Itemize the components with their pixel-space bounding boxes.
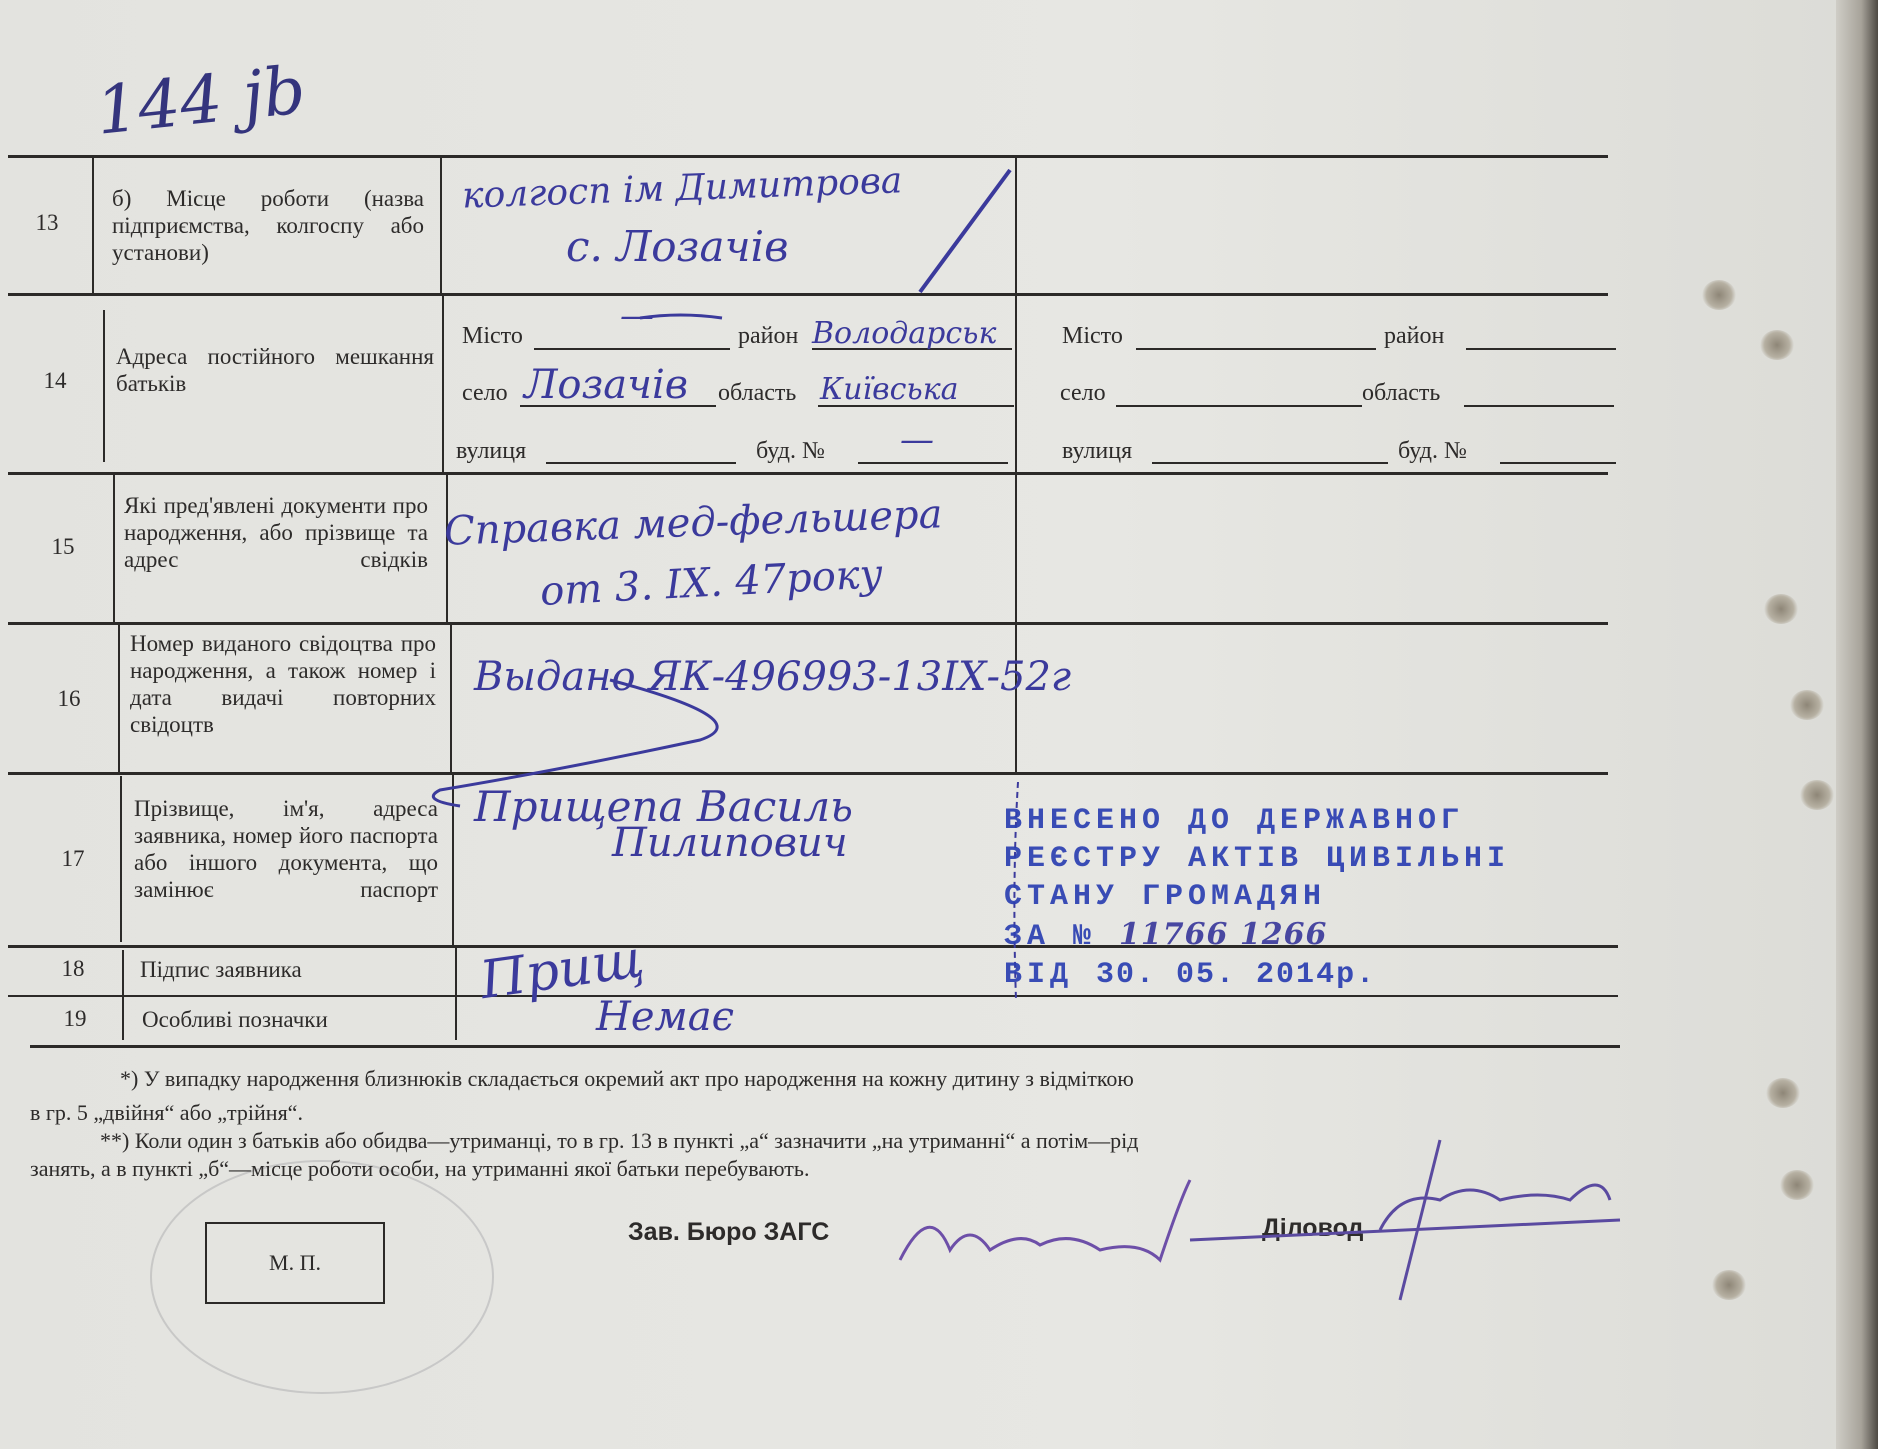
workplace-village-value: с. Лозачів	[566, 222, 789, 271]
row-number: 13	[35, 210, 59, 235]
clerk-strike	[1190, 1220, 1620, 1240]
stamp-line: СТАНУ ГРОМАДЯН	[1004, 880, 1327, 914]
father-street-label: вулиця	[1062, 438, 1133, 464]
father-city-label: Місто	[1062, 323, 1123, 349]
footnote-twins: *) У випадку народження близнюків складається окремий акт про народження на кожну дитину з відміткою	[120, 1066, 1134, 1091]
father-district-label: район	[1384, 323, 1445, 349]
stamp-number-value: 11766 1266	[1119, 917, 1328, 952]
stamp-number-prefix: ЗА №	[1004, 920, 1097, 954]
stamp-date-value: 30. 05. 2014р.	[1096, 958, 1377, 992]
row-number: 18	[61, 956, 85, 981]
head-label: Зав. Бюро ЗАГС	[628, 1218, 830, 1246]
stamp-line: РЕЄСТРУ АКТІВ ЦИВІЛЬНІ	[1004, 842, 1511, 876]
clerk-flourish	[1400, 1140, 1440, 1300]
mother-district-value: Володарськ	[812, 316, 997, 351]
field-region-label: область	[718, 380, 797, 406]
footnote-twins-cont: в гр. 5 „двійня“ або „трійня“.	[30, 1100, 303, 1125]
row-label-notes: Особливі позначки	[142, 1007, 328, 1032]
row-label-workplace: б) Місце роботи (назва підприємства, колгоспу або установи)	[112, 186, 424, 265]
row-number: 19	[63, 1006, 87, 1031]
documents-value: Справка мед-фельшера	[443, 491, 944, 555]
father-village-label: село	[1060, 380, 1106, 406]
row-number: 15	[51, 534, 75, 559]
applicant-surname-value: Прищепа Василь	[474, 782, 853, 831]
applicant-patronymic-value: Пилипович	[612, 820, 848, 866]
row-number: 14	[43, 368, 67, 393]
notes-value: Немає	[596, 994, 734, 1040]
page-number: 144 jb	[92, 51, 310, 150]
field-street-label: вулиця	[456, 438, 527, 464]
applicant-signature: Прищ	[476, 928, 648, 1012]
clerk-label: Діловод	[1262, 1214, 1364, 1242]
documents-date-value: от 3. IX. 47року	[539, 551, 884, 615]
row-number: 17	[61, 846, 85, 871]
head-signature	[900, 1180, 1190, 1260]
workplace-value: колгосп ім Димитрова	[461, 160, 903, 217]
seal-box-label: М. П.	[269, 1250, 321, 1275]
field-house-label: буд. №	[756, 438, 825, 464]
row-label-applicant: Прізвище, ім'я, адреса заявника, номер його паспорта або іншого документа, що замінює паспорт	[134, 796, 438, 902]
mother-village-value: Лозачів	[524, 362, 689, 408]
field-city-label: Місто	[462, 323, 523, 349]
stamp-date-prefix: ВІД	[1004, 958, 1074, 992]
certificate-value: Выдано ЯК-496993-13ІХ-52г	[474, 654, 1072, 700]
row-label-certificate: Номер виданого свідоцтва про народження, а також номер і дата видачі повторних свідоцтв	[130, 631, 436, 737]
mother-region-value: Київська	[820, 372, 959, 407]
row-label-documents: Які пред'явлені документи про народження, або прізвище та адрес свідків	[124, 493, 428, 572]
father-region-label: область	[1362, 380, 1441, 406]
footnote-dependents: **) Коли один з батьків або обидва—утриманці, то в гр. 13 в пункті „а“ зазначити „на утриманні“ а потім—рід	[100, 1128, 1139, 1153]
footnote-dependents-cont: занять, а в пункті „б“—місце роботи особи, на утриманні якої батьки перебувають.	[30, 1156, 810, 1181]
stamp-line: ВНЕСЕНО ДО ДЕРЖАВНОГ	[1004, 804, 1465, 838]
row-number: 16	[57, 686, 81, 711]
row-label-signature: Підпис заявника	[140, 957, 302, 982]
mother-house-value: —	[900, 420, 934, 460]
field-district-label: район	[738, 323, 799, 349]
row-label-address: Адреса постійного мешкання батьків	[116, 344, 434, 396]
father-house-label: буд. №	[1398, 438, 1467, 464]
field-village-label: село	[462, 380, 508, 406]
mother-city-value: —	[620, 296, 654, 336]
